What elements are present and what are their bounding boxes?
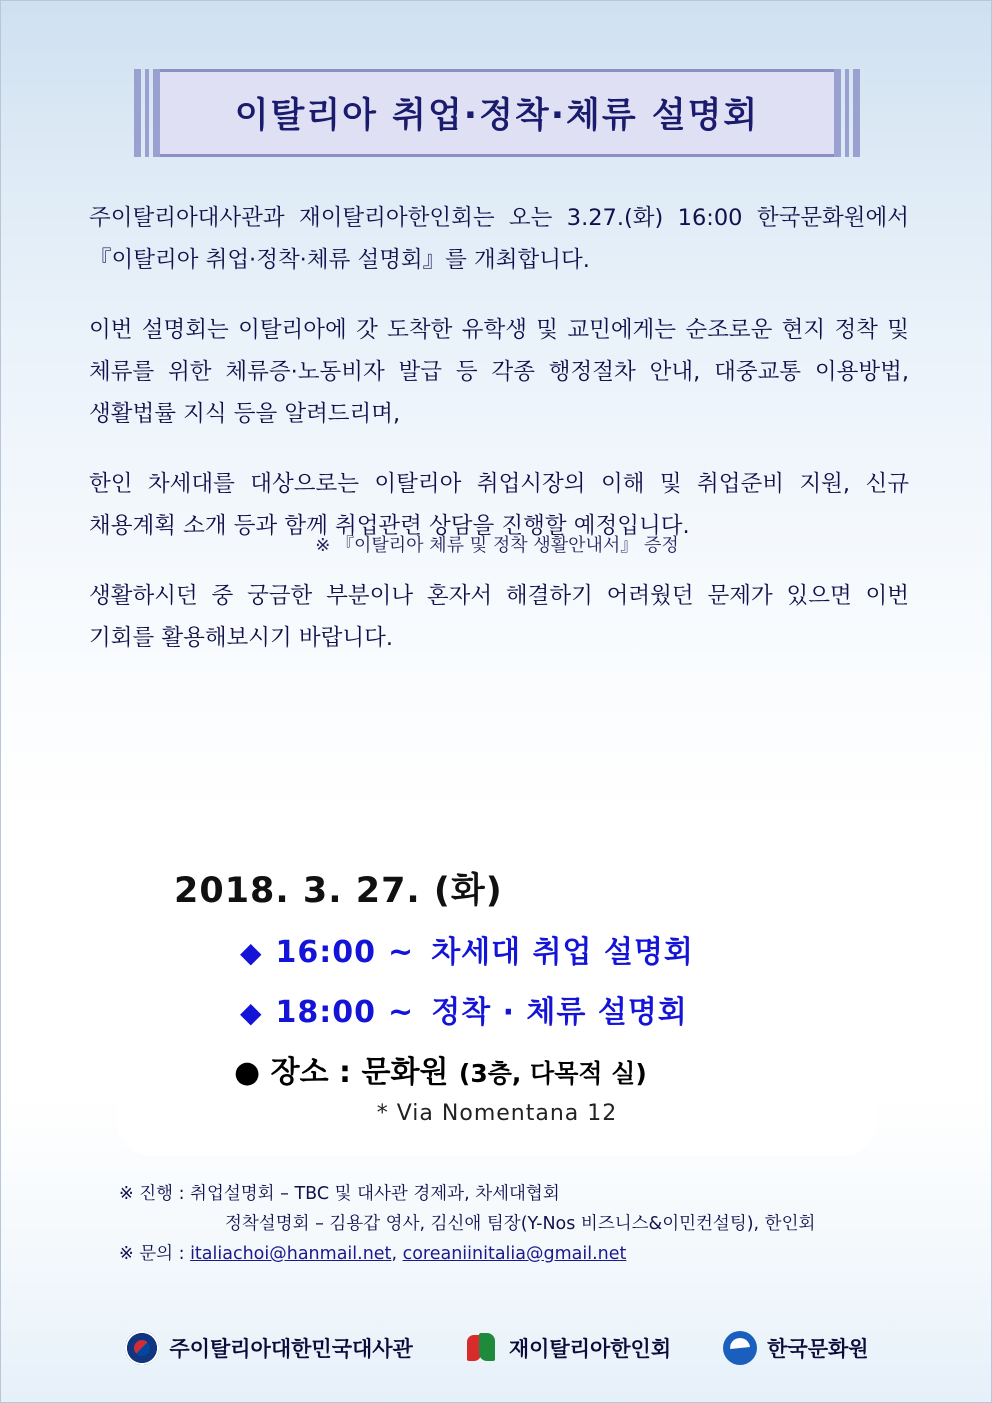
session-time: 16:00 — [275, 935, 377, 970]
title-right-bars — [834, 69, 860, 157]
gift-note: ※ 『이탈리아 체류 및 정착 생활안내서』 증정 — [315, 535, 679, 556]
title-bar-decoration — [134, 69, 141, 157]
session-label: 차세대 취업 설명회 — [431, 935, 694, 970]
body-paragraph-1: 주이탈리아대사관과 재이탈리아한인회는 오는 3.27.(화) 16:00 한국문화원에서 『이탈리아 취업·정착·체류 설명회』를 개최합니다. — [89, 205, 909, 273]
footnotes — [119, 1179, 909, 1269]
title-bar-decoration — [834, 69, 841, 157]
tilde-separator: ~ — [388, 995, 414, 1030]
body-paragraph-4: 생활하시던 중 궁금한 부분이나 혼자서 해결하기 어려웠던 문제가 있으면 이번 기회를 활용해보시기 바랍니다. — [89, 583, 909, 651]
diamond-icon: ◆ — [240, 936, 262, 969]
footnote-contact-line — [119, 1239, 909, 1269]
schedule-row — [240, 987, 688, 1031]
email-separator: , — [391, 1244, 403, 1264]
contact-label: ※ 문의 : — [119, 1244, 191, 1264]
session-time: 18:00 — [275, 995, 377, 1030]
korea-embassy-emblem-icon — [125, 1331, 159, 1365]
title-bar-decoration — [153, 69, 160, 157]
diamond-icon: ◆ — [240, 996, 262, 1029]
contact-email-1[interactable]: italiachoi@hanmail.net — [190, 1244, 392, 1264]
page-title: 이탈리아 취업·정착·체류 설명회 — [234, 96, 760, 136]
bullet-icon: ● — [234, 1055, 261, 1090]
logo-association-label: 재이탈리아한인회 — [508, 1337, 672, 1361]
korean-association-emblem-icon — [465, 1331, 499, 1365]
footnote-host-line: ※ 진행 : 취업설명회 – TBC 및 대사관 경제과, 차세대협회 — [119, 1184, 560, 1204]
venue-address: * Via Nomentana 12 — [376, 1101, 618, 1126]
title-bar-decoration — [145, 69, 149, 157]
body-paragraph-3: 한인 차세대를 대상으로는 이탈리아 취업시장의 이해 및 취업준비 지원, 신규 채용계획 소개 등과 함께 취업관련 상담을 진행할 예정입니다. — [89, 471, 909, 539]
logo-embassy — [125, 1331, 412, 1365]
title-bar-decoration — [853, 69, 860, 157]
venue-detail: (3층, 다목적 실) — [458, 1059, 647, 1088]
tilde-separator: ~ — [388, 935, 414, 970]
schedule-row — [240, 927, 694, 971]
korean-culture-center-emblem-icon — [723, 1331, 757, 1365]
logo-row — [1, 1331, 992, 1365]
body-paragraph-2: 이번 설명회는 이탈리아에 갓 도착한 유학생 및 교민에게는 순조로운 현지 정착 및 체류를 위한 체류증·노동비자 발급 등 각종 행정절차 안내, 대중교통 이용방법, 생활법률 지식 등을 알려드리며, — [89, 317, 909, 427]
logo-culture-center — [723, 1331, 868, 1365]
logo-embassy-label: 주이탈리아대한민국대사관 — [169, 1337, 413, 1361]
body-text — [89, 197, 909, 659]
venue-label: 장소 : 문화원 — [270, 1055, 449, 1090]
contact-email-2[interactable]: coreaniinitalia@gmail.net — [402, 1244, 627, 1264]
schedule-card — [118, 835, 876, 1155]
title-banner — [134, 69, 860, 157]
title-left-bars — [134, 69, 160, 157]
logo-association — [465, 1331, 671, 1365]
venue-line — [234, 1047, 647, 1091]
logo-culture-center-label: 한국문화원 — [767, 1337, 869, 1361]
title-box — [160, 69, 834, 157]
event-date: 2018. 3. 27. (화) — [174, 871, 503, 911]
session-label: 정착 · 체류 설명회 — [431, 995, 688, 1030]
title-bar-decoration — [845, 69, 849, 157]
footnote-settlement-line: 정착설명회 – 김용갑 영사, 김신애 팀장(Y-Nos 비즈니스&이민컨설팅), 한인회 — [225, 1214, 816, 1234]
